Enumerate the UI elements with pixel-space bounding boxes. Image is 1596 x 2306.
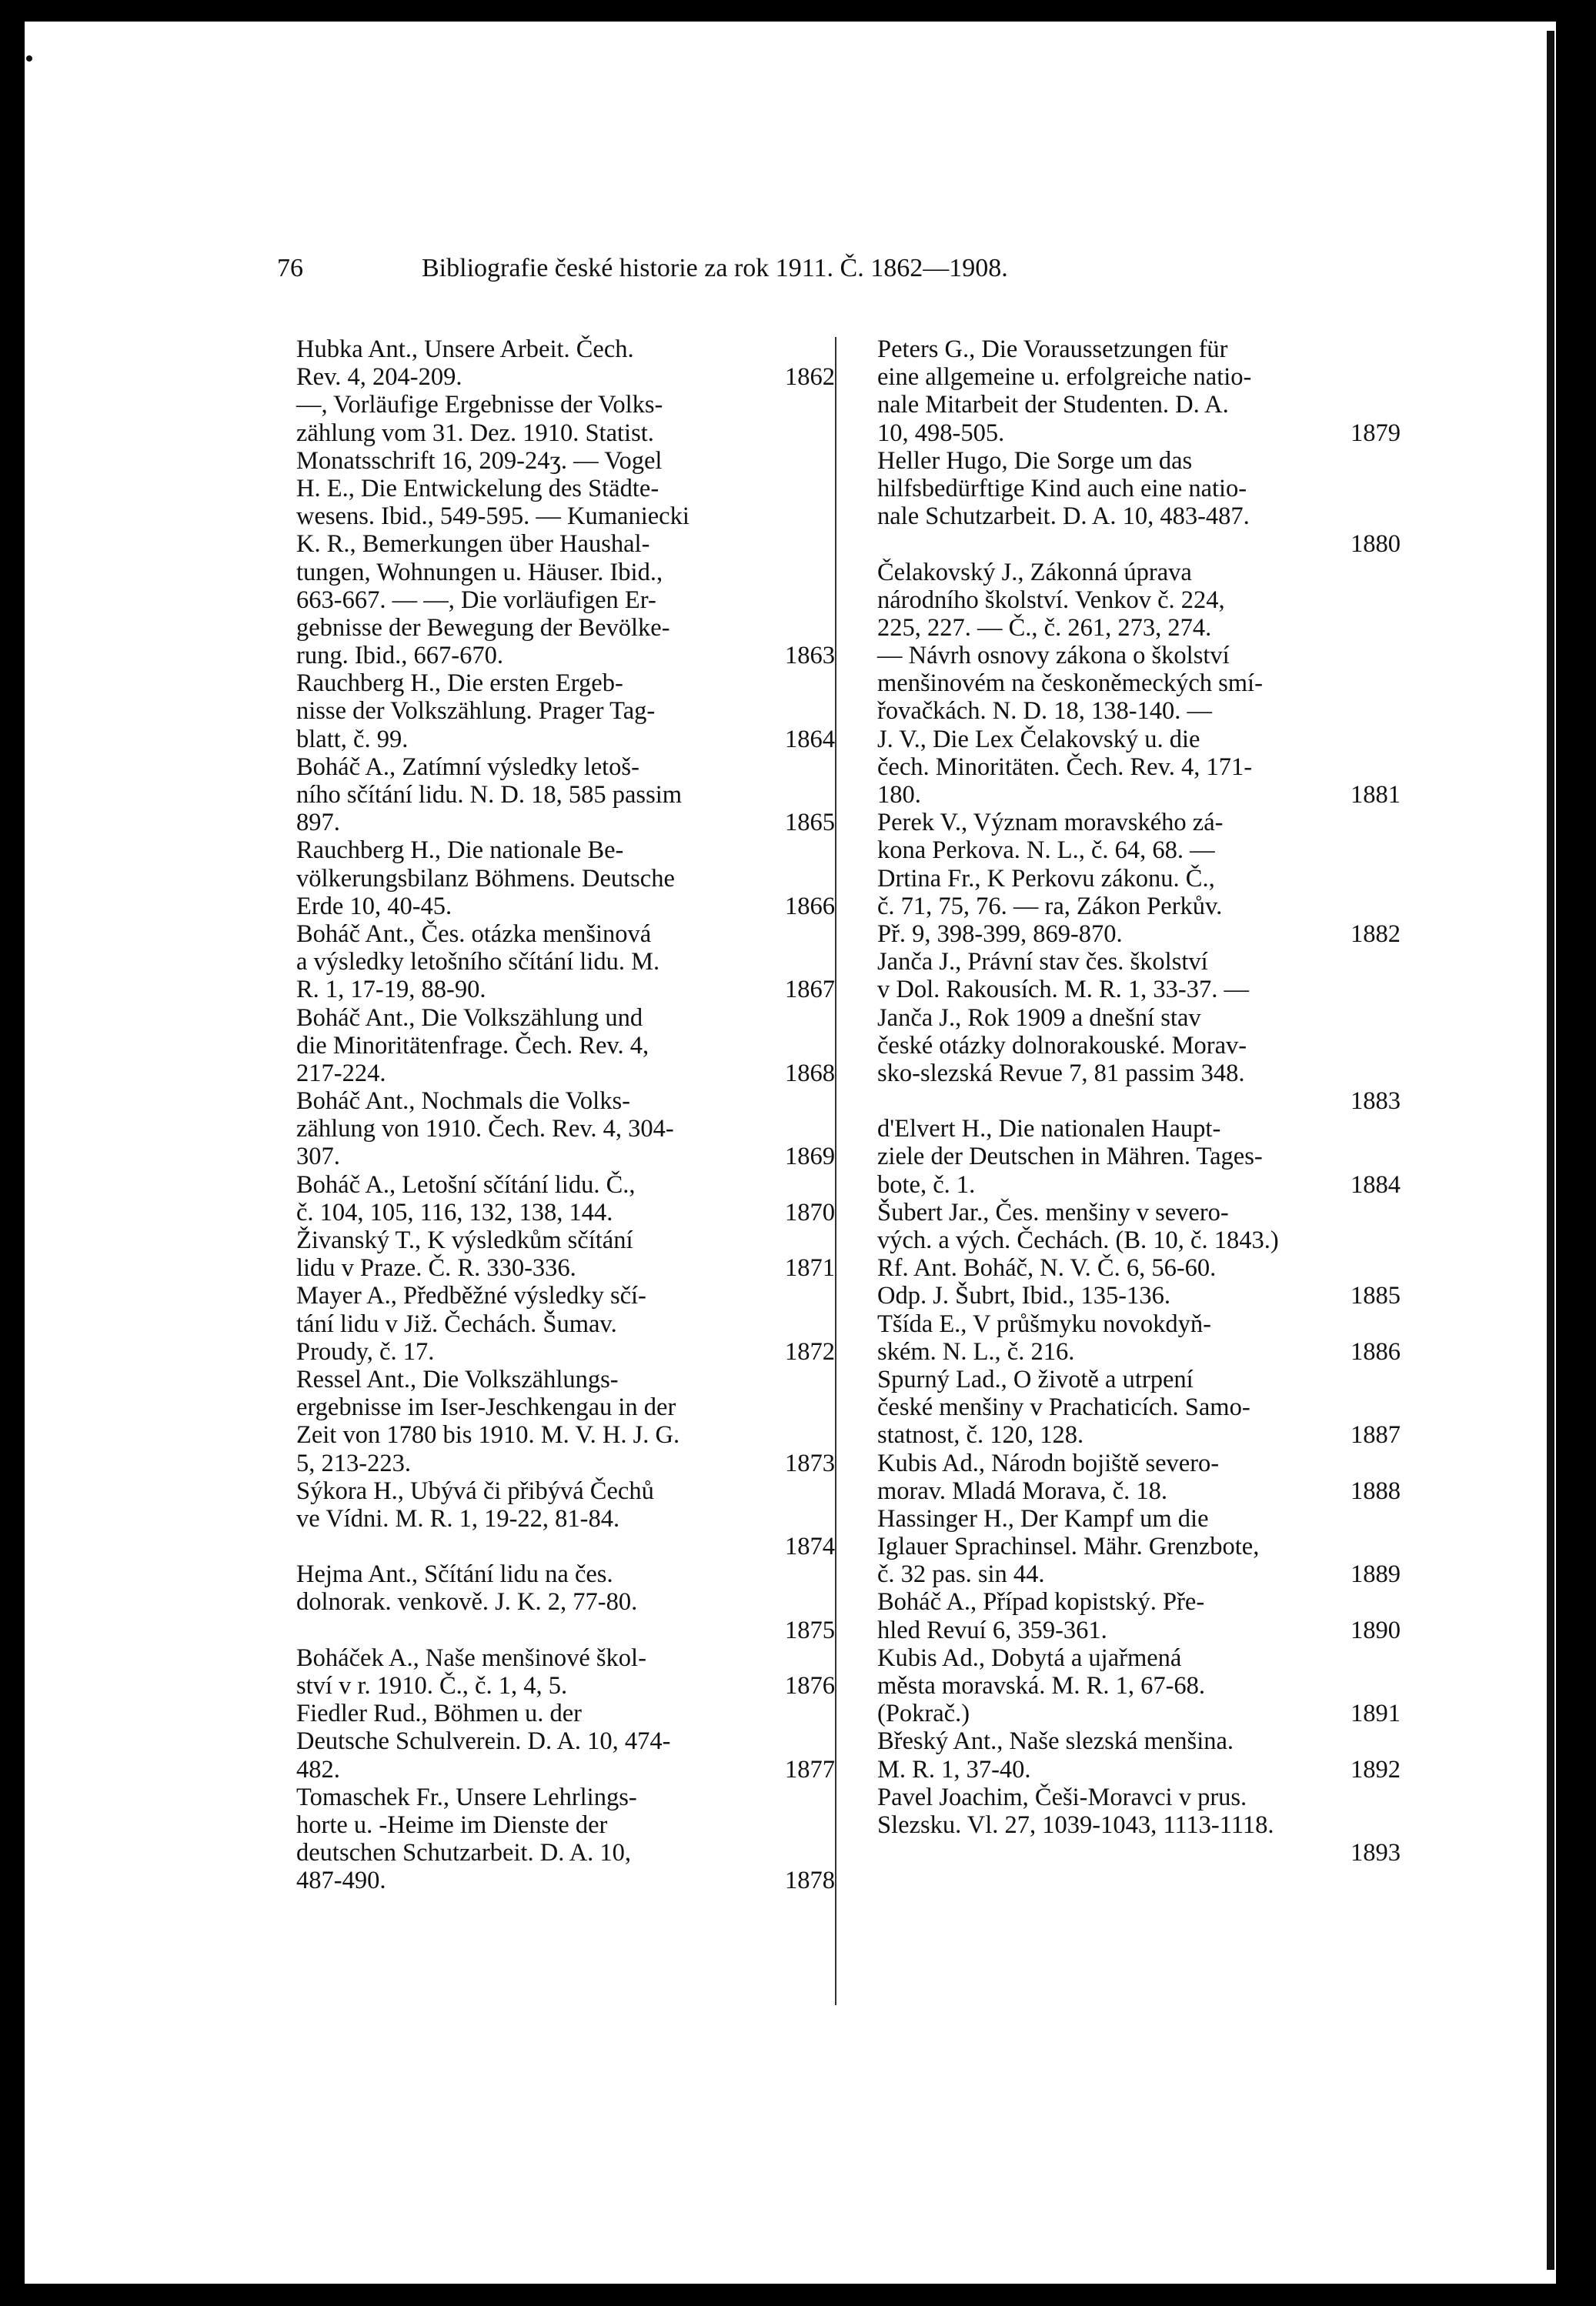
line-text: Proudy, č. 17. — [296, 1337, 435, 1366]
text-line — [877, 893, 1401, 920]
entry-number: 1885 — [1351, 1282, 1401, 1310]
line-text: Rauchberg H., Die ersten Ergeb- — [296, 669, 623, 698]
text-line — [296, 1617, 835, 1644]
line-text: č. 71, 75, 76. — ra, Zákon Perkův. — [877, 892, 1223, 920]
entry-number: 1877 — [785, 1755, 835, 1784]
text-line — [877, 1282, 1401, 1310]
line-text: 180. — [877, 781, 921, 809]
line-text: ního sčítání lidu. N. D. 18, 585 passim — [296, 781, 683, 809]
text-line — [296, 1060, 835, 1087]
column-divider — [835, 337, 836, 2005]
line-text: —, Vorläufige Ergebnisse der Volks- — [296, 391, 663, 419]
line-text: Pavel Joachim, Češi-Moravci v prus. — [877, 1783, 1247, 1811]
text-line — [296, 1867, 835, 1894]
text-line — [877, 1032, 1401, 1060]
text-line — [877, 559, 1401, 586]
line-text: deutschen Schutzarbeit. D. A. 10, — [296, 1839, 632, 1867]
text-line — [296, 948, 835, 976]
line-text: Boháč Ant., Čes. otázka menšinová — [296, 919, 652, 948]
line-text: nale Mitarbeit der Studenten. D. A. — [877, 391, 1229, 419]
text-line — [296, 697, 835, 725]
entry-number: 1884 — [1351, 1170, 1401, 1199]
text-line — [296, 419, 835, 447]
line-text: ském. N. L., č. 216. — [877, 1337, 1075, 1366]
left-column — [296, 335, 835, 1895]
line-text: R. 1, 17-19, 88-90. — [296, 976, 486, 1004]
text-line — [296, 1282, 835, 1310]
line-text: Tšída E., V průšmyku novokdyň- — [877, 1310, 1211, 1338]
text-line — [296, 1588, 835, 1616]
line-text: statnost, č. 120, 128. — [877, 1421, 1084, 1450]
text-line — [296, 1199, 835, 1226]
text-line — [296, 1087, 835, 1115]
line-text: (Pokrač.) — [877, 1700, 970, 1728]
text-line — [877, 1727, 1401, 1755]
text-line — [877, 502, 1401, 530]
line-text: řovačkách. N. D. 18, 138-140. — — [877, 697, 1213, 726]
text-line — [296, 753, 835, 781]
text-line — [877, 1254, 1401, 1282]
line-text: ergebnisse im Iser-Jeschkengau in der — [296, 1393, 676, 1422]
line-text: tání lidu v Již. Čechách. Šumav. — [296, 1310, 617, 1338]
line-text: Sýkora H., Ubývá či přibývá Čechů — [296, 1477, 654, 1505]
text-line — [877, 586, 1401, 614]
scan-dot — [26, 55, 32, 62]
entry-number: 1879 — [1351, 419, 1401, 447]
text-line — [877, 865, 1401, 893]
line-text: hilfsbedürftige Kind auch eine natio- — [877, 474, 1247, 502]
line-text: národního školství. Venkov č. 224, — [877, 586, 1225, 614]
entry-number: 1886 — [1351, 1337, 1401, 1366]
entry-number: 1887 — [1351, 1421, 1401, 1450]
text-line — [877, 976, 1401, 1003]
text-line — [296, 363, 835, 391]
line-text: Spurný Lad., O životě a utrpení — [877, 1365, 1194, 1393]
entry-number: 1883 — [1351, 1087, 1401, 1116]
text-line — [296, 1032, 835, 1060]
text-line — [877, 1450, 1401, 1477]
line-text: zählung von 1910. Čech. Rev. 4, 304- — [296, 1115, 674, 1143]
entry-number: 1893 — [1351, 1839, 1401, 1867]
text-line — [296, 447, 835, 475]
line-text: Heller Hugo, Die Sorge um das — [877, 446, 1193, 475]
text-line — [296, 614, 835, 642]
text-line — [877, 1338, 1401, 1366]
text-line — [296, 1310, 835, 1338]
line-text: Čelakovský J., Zákonná úprava — [877, 558, 1192, 586]
line-text: Břeský Ant., Naše slezská menšina. — [877, 1727, 1234, 1756]
line-text: die Minoritätenfrage. Čech. Rev. 4, — [296, 1031, 649, 1060]
entry-number: 1867 — [785, 976, 835, 1004]
entry-number: 1864 — [785, 725, 835, 753]
text-line — [877, 1477, 1401, 1505]
line-text: ství v r. 1910. Č., č. 1, 4, 5. — [296, 1672, 568, 1700]
entry-number: 1862 — [785, 363, 835, 392]
text-line — [877, 1617, 1401, 1644]
line-text: blatt, č. 99. — [296, 725, 409, 753]
text-line — [296, 1533, 835, 1560]
line-text: 482. — [296, 1755, 340, 1784]
text-line — [877, 1115, 1401, 1143]
line-text: Zeit von 1780 bis 1910. M. V. H. J. G. — [296, 1421, 680, 1450]
line-text: Deutsche Schulverein. D. A. 10, 474- — [296, 1727, 671, 1756]
line-text: gebnisse der Bewegung der Bevölke- — [296, 613, 670, 642]
text-line — [296, 726, 835, 753]
text-line — [877, 920, 1401, 948]
text-line — [296, 1700, 835, 1727]
line-text: Iglauer Sprachinsel. Mähr. Grenzbote, — [877, 1533, 1260, 1561]
line-text: wesens. Ibid., 549-595. — Kumaniecki — [296, 502, 689, 531]
line-text: města moravská. M. R. 1, 67-68. — [877, 1672, 1206, 1700]
line-text: 487-490. — [296, 1867, 386, 1895]
text-line — [877, 948, 1401, 976]
line-text: K. R., Bemerkungen über Haushal- — [296, 530, 650, 559]
line-text: Tomaschek Fr., Unsere Lehrlings- — [296, 1783, 637, 1811]
text-line — [877, 1784, 1401, 1811]
line-text: Boháč A., Případ kopistský. Pře- — [877, 1588, 1205, 1617]
text-line — [877, 669, 1401, 697]
text-line — [296, 1672, 835, 1700]
line-text: J. V., Die Lex Čelakovský u. die — [877, 725, 1200, 753]
entry-number: 1892 — [1351, 1755, 1401, 1784]
line-text: Boháč Ant., Nochmals die Volks- — [296, 1087, 630, 1116]
entry-number: 1875 — [785, 1616, 835, 1644]
text-line — [296, 1505, 835, 1533]
entry-number: 1872 — [785, 1337, 835, 1366]
text-line — [296, 1254, 835, 1282]
line-text: Janča J., Rok 1909 a dnešní stav — [877, 1003, 1201, 1032]
entry-number: 1890 — [1351, 1616, 1401, 1644]
line-text: kona Perkova. N. L., č. 64, 68. — — [877, 836, 1215, 865]
entry-number: 1891 — [1351, 1700, 1401, 1728]
entry-number: 1881 — [1351, 781, 1401, 809]
line-text: tungen, Wohnungen u. Häuser. Ibid., — [296, 558, 663, 586]
entry-number: 1888 — [1351, 1477, 1401, 1505]
line-text: menšinovém na českoněmeckých smí- — [877, 669, 1263, 698]
entry-number: 1863 — [785, 642, 835, 670]
line-text: 307. — [296, 1143, 340, 1171]
line-text: Perek V., Význam moravského zá- — [877, 809, 1224, 837]
text-line — [296, 1338, 835, 1366]
line-text: 10, 498-505. — [877, 419, 1005, 447]
text-line — [296, 1004, 835, 1032]
text-line — [296, 1143, 835, 1170]
text-line — [877, 1421, 1401, 1449]
line-text: a výsledky letošního sčítání lidu. M. — [296, 948, 660, 976]
text-line — [296, 809, 835, 836]
line-text: v Dol. Rakousích. M. R. 1, 33-37. — — [877, 976, 1249, 1004]
entry-number: 1873 — [785, 1449, 835, 1477]
text-line — [877, 1560, 1401, 1588]
line-text: Fiedler Rud., Böhmen u. der — [296, 1700, 582, 1728]
text-line — [877, 614, 1401, 642]
line-text: Živanský T., K výsledkům sčítání — [296, 1226, 633, 1254]
text-line — [877, 1004, 1401, 1032]
line-text: Peters G., Die Voraussetzungen für — [877, 335, 1228, 363]
text-line — [877, 1171, 1401, 1199]
line-text: nale Schutzarbeit. D. A. 10, 483-487. — [877, 502, 1250, 531]
text-line — [296, 920, 835, 948]
text-line — [877, 836, 1401, 864]
text-line — [296, 1784, 835, 1811]
text-line — [296, 1839, 835, 1867]
line-text: ziele der Deutschen in Mähren. Tages- — [877, 1143, 1263, 1171]
line-text: Kubis Ad., Národn bojiště severo- — [877, 1449, 1220, 1477]
line-text: morav. Mladá Morava, č. 18. — [877, 1477, 1167, 1505]
line-text: Mayer A., Předběžné výsledky sčí- — [296, 1282, 646, 1310]
running-header — [277, 254, 1270, 294]
text-line — [877, 419, 1401, 447]
text-line — [296, 1393, 835, 1421]
text-line — [296, 1115, 835, 1143]
line-text: čech. Minoritäten. Čech. Rev. 4, 171- — [877, 753, 1253, 781]
line-text: dolnorak. venkově. J. K. 2, 77-80. — [296, 1588, 638, 1617]
text-line — [877, 363, 1401, 391]
line-text: sko-slezská Revue 7, 81 passim 348. — [877, 1059, 1245, 1087]
line-text: č. 104, 105, 116, 132, 138, 144. — [296, 1198, 613, 1226]
entry-number: 1871 — [785, 1254, 835, 1283]
line-text: M. R. 1, 37-40. — [877, 1755, 1031, 1784]
text-line — [296, 1756, 835, 1784]
entry-number: 1874 — [785, 1533, 835, 1561]
scan-edge-rule — [1547, 31, 1554, 2270]
line-text: — Návrh osnovy zákona o školství — [877, 642, 1230, 670]
text-line — [296, 1477, 835, 1505]
text-line — [296, 1450, 835, 1477]
line-text: Ressel Ant., Die Volkszählungs- — [296, 1365, 619, 1393]
right-column — [877, 335, 1401, 1867]
page-number: 76 — [277, 254, 303, 282]
entry-number: 1882 — [1351, 919, 1401, 948]
line-text: rung. Ibid., 667-670. — [296, 642, 503, 670]
text-line — [296, 475, 835, 502]
line-text: Hassinger H., Der Kampf um die — [877, 1504, 1209, 1533]
text-line — [877, 1143, 1401, 1170]
text-line — [877, 1226, 1401, 1254]
text-line — [877, 530, 1401, 558]
text-line — [877, 391, 1401, 419]
text-line — [296, 781, 835, 809]
text-line — [877, 642, 1401, 669]
text-line — [296, 642, 835, 669]
text-line — [296, 1727, 835, 1755]
line-text: völkerungsbilanz Böhmens. Deutsche — [296, 864, 675, 893]
line-text: české menšiny v Prachaticích. Samo- — [877, 1393, 1250, 1422]
text-line — [877, 753, 1401, 781]
text-line — [296, 559, 835, 586]
line-text: Rev. 4, 204-209. — [296, 363, 462, 392]
line-text: Odp. J. Šubrt, Ibid., 135-136. — [877, 1282, 1170, 1310]
line-text: Hubka Ant., Unsere Arbeit. Čech. — [296, 335, 634, 363]
line-text: nisse der Volkszählung. Prager Tag- — [296, 697, 656, 726]
line-text: lidu v Praze. Č. R. 330-336. — [296, 1254, 576, 1283]
line-text: Janča J., Právní stav čes. školství — [877, 948, 1208, 976]
line-text: 897. — [296, 809, 340, 837]
line-text: Př. 9, 398-399, 869-870. — [877, 919, 1123, 948]
text-line — [877, 1060, 1401, 1087]
line-text: hled Revuí 6, 359-361. — [877, 1616, 1107, 1644]
text-line — [877, 1087, 1401, 1115]
line-text: eine allgemeine u. erfolgreiche natio- — [877, 363, 1252, 392]
text-line — [296, 1644, 835, 1672]
line-text: bote, č. 1. — [877, 1170, 976, 1199]
line-text: č. 32 pas. sin 44. — [877, 1560, 1045, 1589]
text-line — [296, 586, 835, 614]
entry-number: 1868 — [785, 1059, 835, 1087]
line-text: Rf. Ant. Boháč, N. V. Č. 6, 56-60. — [877, 1254, 1217, 1283]
line-text: Erde 10, 40-45. — [296, 892, 452, 920]
entry-number: 1880 — [1351, 530, 1401, 559]
text-line — [296, 1560, 835, 1588]
line-text: 663-667. — —, Die vorläufigen Er- — [296, 586, 656, 614]
entry-number: 1876 — [785, 1672, 835, 1700]
text-line — [296, 391, 835, 419]
text-line — [877, 335, 1401, 363]
running-title: Bibliografie české historie za rok 1911. Č. 1862—1908. — [422, 254, 1008, 282]
entry-number: 1869 — [785, 1143, 835, 1171]
line-text: d'Elvert H., Die nationalen Haupt- — [877, 1115, 1221, 1143]
text-line — [877, 1839, 1401, 1867]
text-line — [877, 1756, 1401, 1784]
entry-number: 1870 — [785, 1198, 835, 1226]
text-line — [877, 1505, 1401, 1533]
text-line — [296, 335, 835, 363]
line-text: Rauchberg H., Die nationale Be- — [296, 836, 624, 865]
text-line — [296, 1171, 835, 1199]
line-text: 225, 227. — Č., č. 261, 273, 274. — [877, 613, 1212, 642]
entry-number: 1866 — [785, 892, 835, 920]
text-line — [296, 976, 835, 1003]
text-line — [877, 1811, 1401, 1839]
line-text: 217-224. — [296, 1059, 386, 1087]
line-text: Boháč A., Letošní sčítání lidu. Č., — [296, 1170, 636, 1199]
line-text: Kubis Ad., Dobytá a ujařmená — [877, 1644, 1182, 1672]
text-line — [877, 1199, 1401, 1226]
text-line — [296, 1366, 835, 1393]
line-text: Boháček A., Naše menšinové škol- — [296, 1644, 646, 1672]
text-line — [877, 781, 1401, 809]
text-line — [877, 1644, 1401, 1672]
line-text: Boháč Ant., Die Volkszählung und — [296, 1003, 643, 1032]
text-line — [877, 1533, 1401, 1560]
line-text: 5, 213-223. — [296, 1449, 411, 1477]
text-line — [877, 809, 1401, 836]
line-text: vých. a vých. Čechách. (B. 10, č. 1843.) — [877, 1226, 1279, 1254]
line-text: Slezsku. Vl. 27, 1039-1043, 1113-1118. — [877, 1810, 1274, 1839]
text-line — [296, 865, 835, 893]
line-text: Hejma Ant., Sčítání lidu na čes. — [296, 1560, 613, 1589]
text-line — [877, 1393, 1401, 1421]
text-line — [296, 893, 835, 920]
text-line — [877, 447, 1401, 475]
text-line — [877, 726, 1401, 753]
text-line — [877, 697, 1401, 725]
entry-number: 1865 — [785, 809, 835, 837]
text-line — [296, 1421, 835, 1449]
entry-number: 1878 — [785, 1867, 835, 1895]
line-text: Drtina Fr., K Perkovu zákonu. Č., — [877, 864, 1215, 893]
text-line — [296, 836, 835, 864]
line-text: ve Vídni. M. R. 1, 19-22, 81-84. — [296, 1504, 620, 1533]
line-text: zählung vom 31. Dez. 1910. Statist. — [296, 419, 654, 447]
line-text: Šubert Jar., Čes. menšiny v severo- — [877, 1198, 1229, 1226]
line-text: Boháč A., Zatímní výsledky letoš- — [296, 753, 639, 781]
text-line — [296, 1811, 835, 1839]
text-line — [877, 1366, 1401, 1393]
text-line — [877, 475, 1401, 502]
line-text: Monatsschrift 16, 209-24ʒ. — Vogel — [296, 446, 663, 475]
line-text: české otázky dolnorakouské. Morav- — [877, 1031, 1247, 1060]
text-line — [296, 530, 835, 558]
text-line — [296, 669, 835, 697]
entry-number: 1889 — [1351, 1560, 1401, 1589]
text-line — [877, 1700, 1401, 1727]
text-line — [877, 1672, 1401, 1700]
text-line — [877, 1588, 1401, 1616]
text-line — [296, 1226, 835, 1254]
line-text: H. E., Die Entwickelung des Städte- — [296, 474, 659, 502]
text-line — [296, 502, 835, 530]
text-line — [877, 1310, 1401, 1338]
line-text: horte u. -Heime im Dienste der — [296, 1810, 608, 1839]
